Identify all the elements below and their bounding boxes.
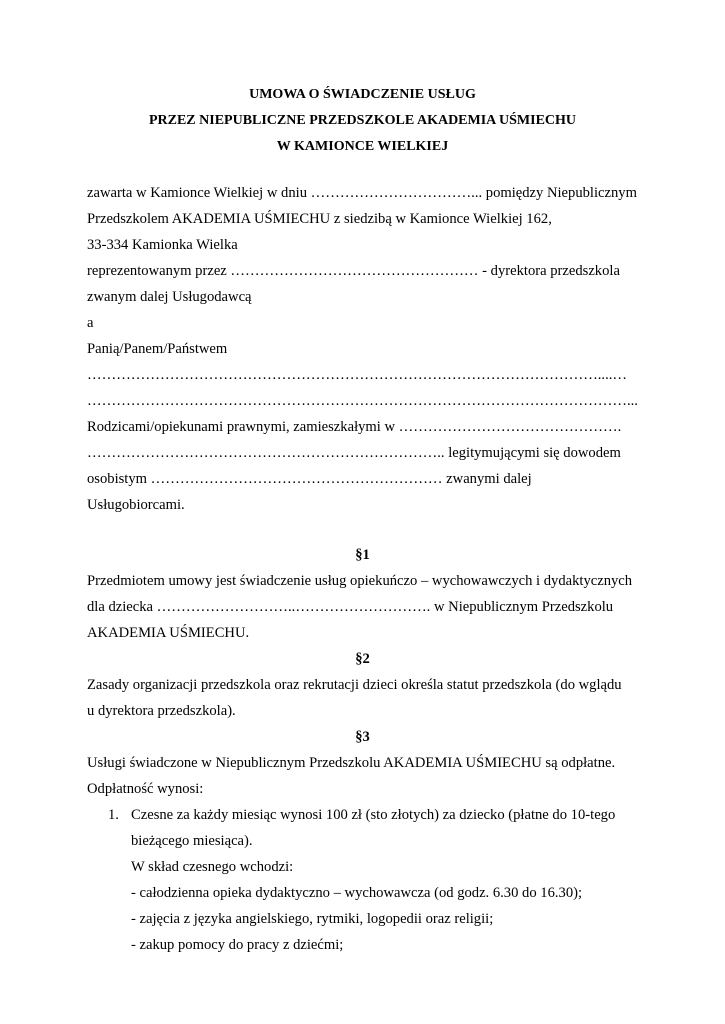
section-1-line: AKADEMIA UŚMIECHU. [87, 625, 250, 641]
parties-line: ……………………………………………………………….. legitymującymi się dowodem [87, 445, 621, 461]
list-item-line: Czesne za każdy miesiąc wynosi 100 zł (sto złotych) za dziecko (płatne do 10-tego [131, 807, 616, 823]
section-1-heading: §1 [355, 547, 370, 563]
section-1-line: Przedmiotem umowy jest świadczenie usług opiekuńczo – wychowawczych i dydaktycznych [87, 573, 633, 589]
document-title-line-1: UMOWA O ŚWIADCZENIE USŁUG [249, 87, 476, 102]
parties-line: Przedszkolem AKADEMIA UŚMIECHU z siedzibą w Kamionce Wielkiej 162, [87, 211, 552, 227]
list-number: 1. [108, 807, 119, 823]
section-3-line: Usługi świadczone w Niepublicznym Przedszkolu AKADEMIA UŚMIECHU są odpłatne. [87, 755, 616, 771]
parties-line: Rodzicami/opiekunami prawnymi, zamieszkałymi w ………………………………………. [87, 419, 622, 435]
parties-line: Usługobiorcami. [87, 497, 185, 513]
parties-line: zwanym dalej Usługodawcą [87, 289, 252, 305]
section-3-heading: §3 [355, 729, 370, 745]
section-1-line: dla dziecka ………………………..………………………. w Niepublicznym Przedszkolu [87, 599, 614, 615]
section-2-heading: §2 [355, 651, 370, 667]
list-item-line: W skład czesnego wchodzi: [131, 859, 294, 875]
bullet-line: - zajęcia z języka angielskiego, rytmiki, logopedii oraz religii; [131, 911, 494, 927]
parties-line: osobistym …………………………………………………… zwanymi dalej [87, 471, 532, 487]
section-2-line: Zasady organizacji przedszkola oraz rekrutacji dzieci określa statut przedszkola (do wglądu [87, 677, 622, 693]
parties-line: Panią/Panem/Państwem [87, 341, 228, 357]
fill-in-dots-line: …………………………………………………………………………………………………... [87, 393, 638, 409]
bullet-line: - zakup pomocy do pracy z dziećmi; [131, 937, 344, 953]
fill-in-dots-line: ……………………………………………………………………………………………....… [87, 367, 627, 383]
document-title-line-3: W KAMIONCE WIELKIEJ [276, 139, 449, 154]
list-item-line: bieżącego miesiąca). [131, 833, 253, 849]
section-3-line: Odpłatność wynosi: [87, 781, 204, 797]
parties-line: zawarta w Kamionce Wielkiej w dniu ……………………………... pomiędzy Niepublicznym [87, 185, 637, 201]
bullet-line: - całodzienna opieka dydaktyczno – wychowawcza (od godz. 6.30 do 16.30); [131, 885, 583, 901]
parties-line: a [87, 315, 94, 331]
section-2-line: u dyrektora przedszkola). [87, 703, 236, 719]
parties-line: reprezentowanym przez …………………………………………… - dyrektora przedszkola [87, 263, 620, 279]
parties-line: 33-334 Kamionka Wielka [87, 237, 238, 253]
document-title-line-2: PRZEZ NIEPUBLICZNE PRZEDSZKOLE AKADEMIA UŚMIECHU [148, 113, 577, 128]
